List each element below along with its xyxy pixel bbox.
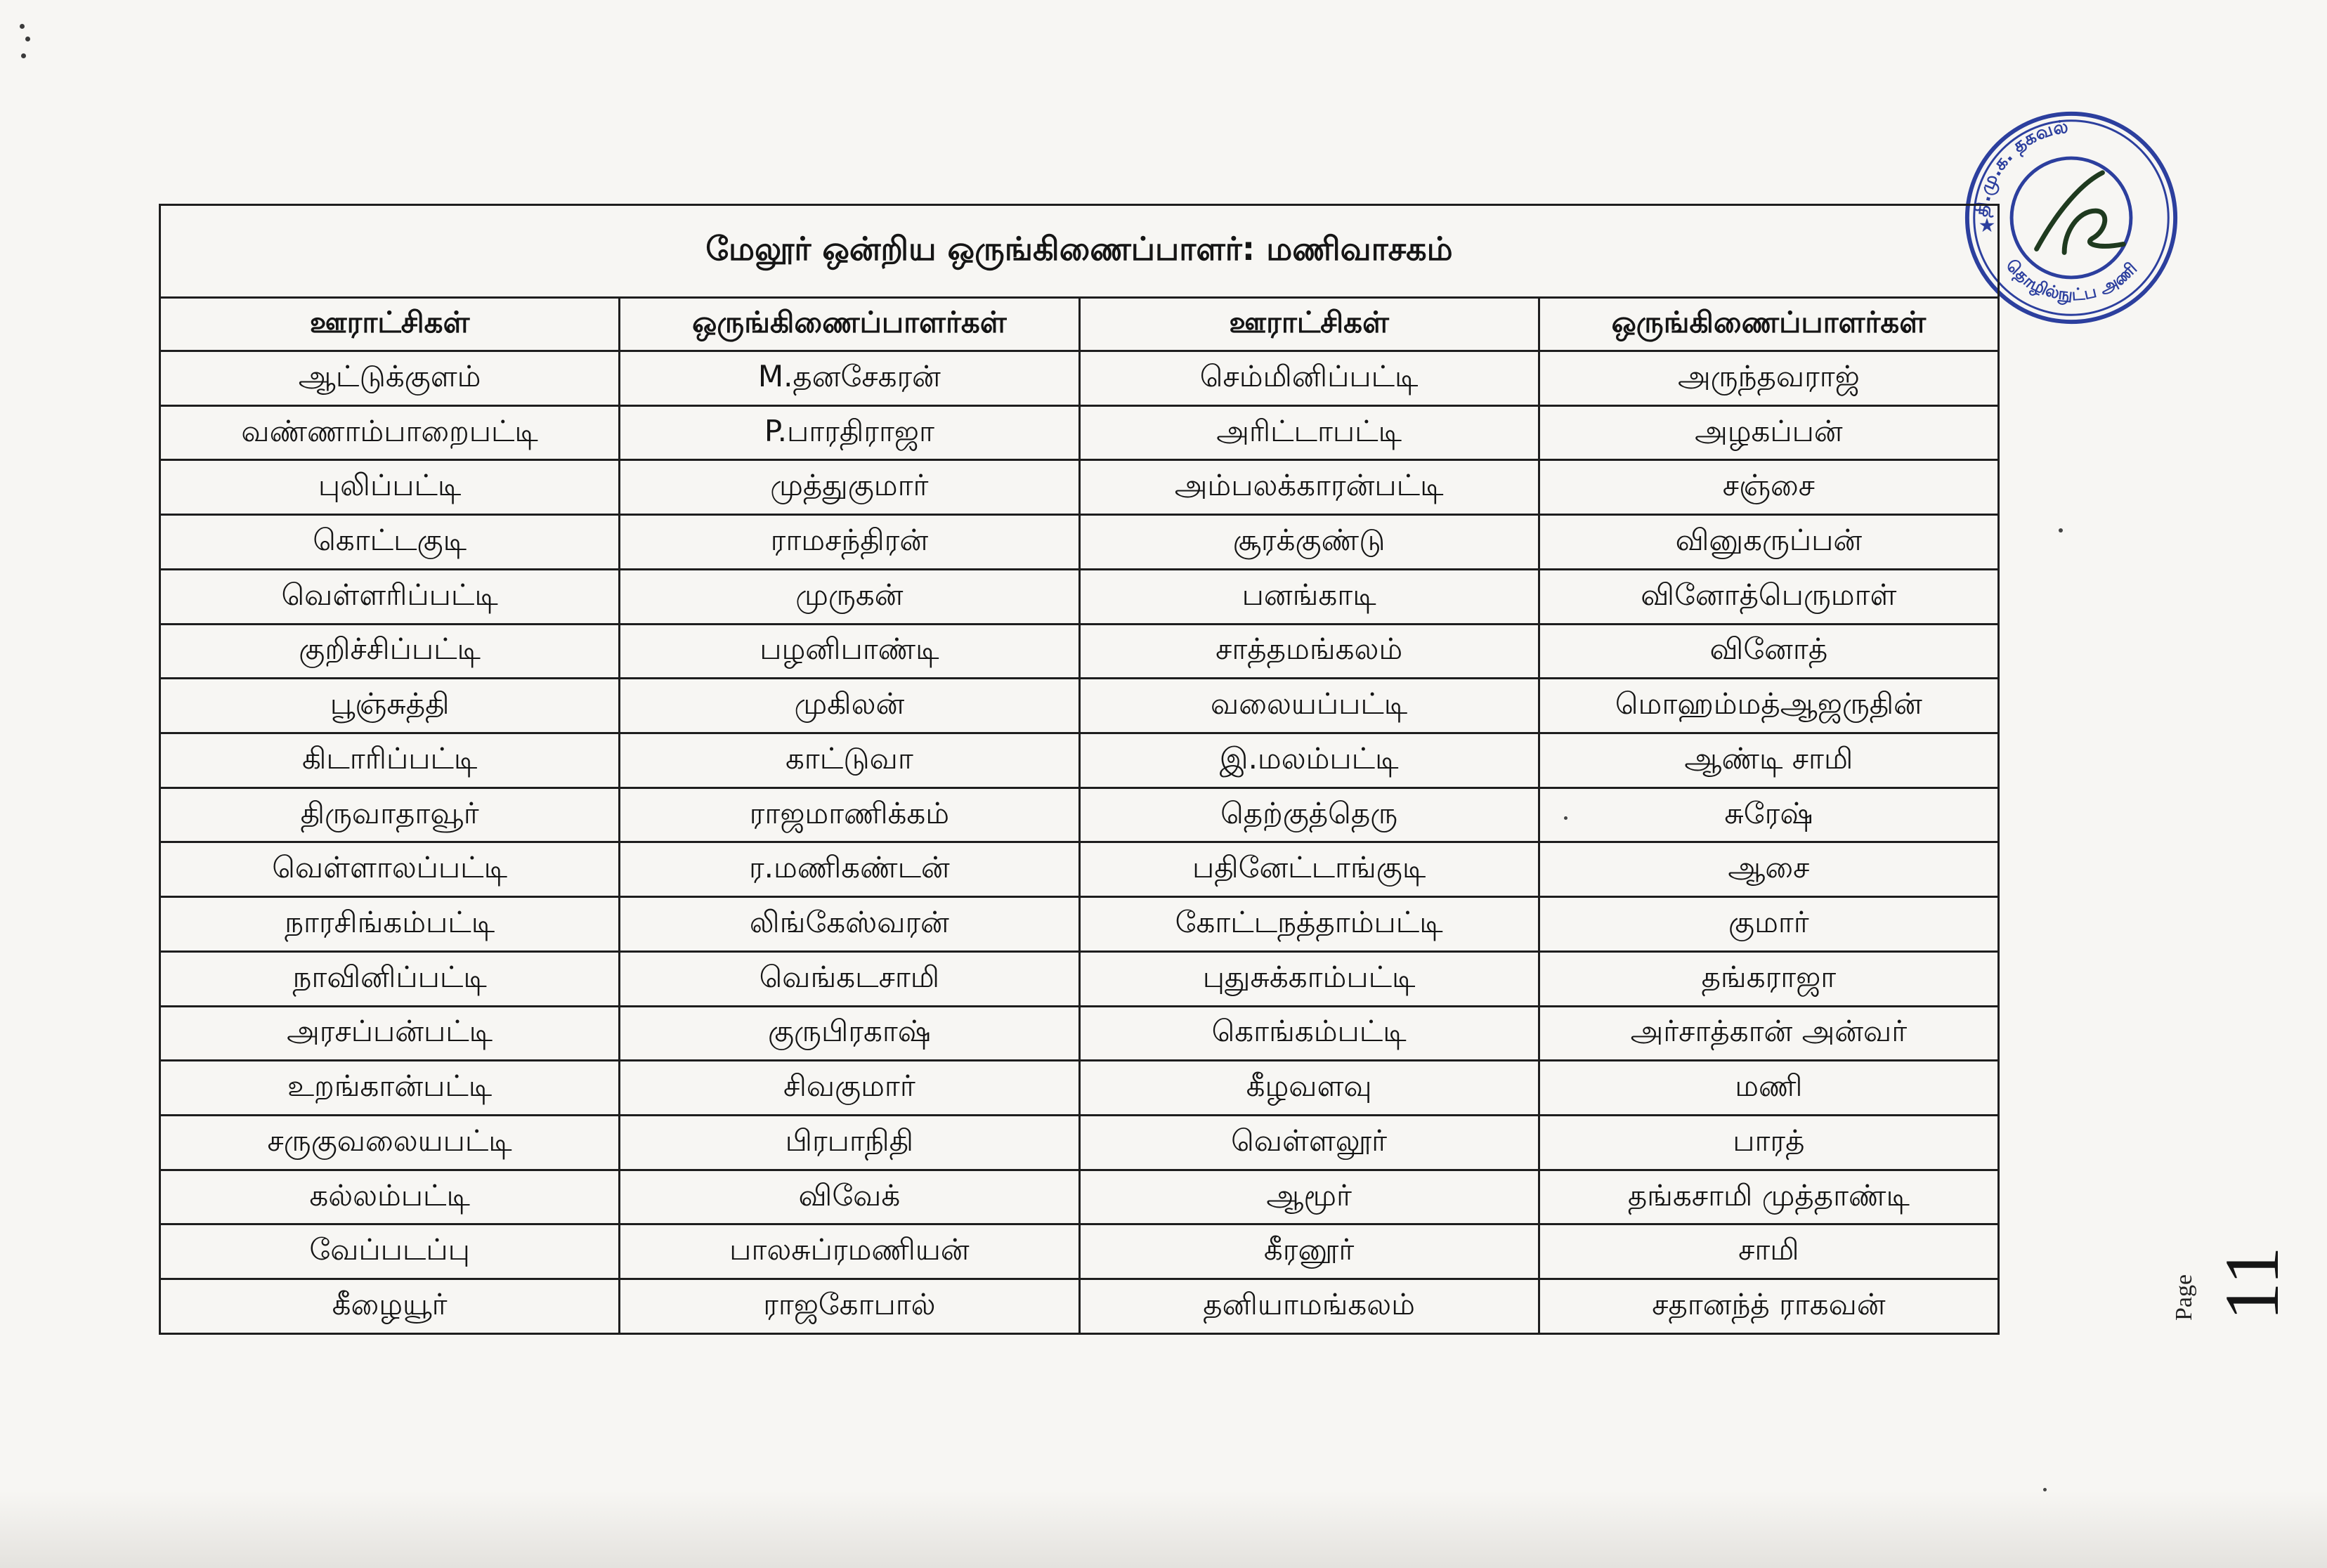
table-row: [160, 405, 1999, 460]
table-title: மேலூர் ஒன்றிய ஒருங்கிணைப்பாளர்: மணிவாசகம்: [160, 205, 1999, 298]
scan-speck: [2059, 528, 2063, 533]
cell-panchayat-right: வலையப்பட்டி: [1079, 679, 1539, 733]
cell-panchayat-left: அரசப்பன்பட்டி: [160, 1006, 620, 1061]
cell-coordinator-left: காட்டுவா: [620, 733, 1079, 788]
cell-panchayat-left: புலிப்பட்டி: [160, 460, 620, 515]
cell-coordinator-left: பிரபாநிதி: [620, 1115, 1079, 1170]
table-row: [160, 788, 1999, 842]
cell-coordinator-right: வினோத்பெருமாள்: [1539, 569, 1998, 624]
cell-coordinator-right: மணி: [1539, 1061, 1998, 1116]
cell-panchayat-left: கொட்டகுடி: [160, 515, 620, 570]
cell-coordinator-right: பாரத்: [1539, 1115, 1998, 1170]
cell-coordinator-left: லிங்கேஸ்வரன்: [620, 897, 1079, 952]
cell-panchayat-left: திருவாதாவூர்: [160, 788, 620, 842]
cell-panchayat-right: சாத்தமங்கலம்: [1079, 624, 1539, 679]
cell-panchayat-left: வண்ணாம்பாறைபட்டி: [160, 405, 620, 460]
cell-coordinator-right: மொஹம்மத்ஆஜருதின்: [1539, 679, 1998, 733]
cell-panchayat-right: அம்பலக்காரன்பட்டி: [1079, 460, 1539, 515]
header-coordinator-left: ஒருங்கிணைப்பாளர்கள்: [620, 298, 1079, 351]
table-row: [160, 1224, 1999, 1279]
cell-coordinator-left: M.தனசேகரன்: [620, 351, 1079, 405]
header-coordinator-right: ஒருங்கிணைப்பாளர்கள்: [1539, 298, 1998, 351]
cell-panchayat-left: நாவினிப்பட்டி: [160, 951, 620, 1006]
cell-panchayat-left: உறங்கான்பட்டி: [160, 1061, 620, 1116]
cell-coordinator-right: வினுகருப்பன்: [1539, 515, 1998, 570]
cell-panchayat-right: கோட்டநத்தாம்பட்டி: [1079, 897, 1539, 952]
scan-bottom-shadow: [0, 1491, 2327, 1568]
cell-panchayat-left: பூஞ்சுத்தி: [160, 679, 620, 733]
header-panchayat-left: ஊராட்சிகள்: [160, 298, 620, 351]
cell-coordinator-left: முகிலன்: [620, 679, 1079, 733]
cell-panchayat-right: செம்மினிப்பட்டி: [1079, 351, 1539, 405]
cell-coordinator-right: ஆசை: [1539, 842, 1998, 897]
cell-panchayat-left: கிடாரிப்பட்டி: [160, 733, 620, 788]
cell-panchayat-right: புதுசுக்காம்பட்டி: [1079, 951, 1539, 1006]
scan-corner-marks: [18, 21, 32, 63]
cell-coordinator-right: அர்சாத்கான் அன்வர்: [1539, 1006, 1998, 1061]
cell-panchayat-right: கீரனூர்: [1079, 1224, 1539, 1279]
cell-coordinator-right: சுரேஷ்: [1539, 788, 1998, 842]
cell-coordinator-left: ராமசந்திரன்: [620, 515, 1079, 570]
table-row: [160, 624, 1999, 679]
table-row: [160, 1279, 1999, 1334]
cell-panchayat-right: கொங்கம்பட்டி: [1079, 1006, 1539, 1061]
table-row: [160, 951, 1999, 1006]
cell-coordinator-right: அருந்தவராஜ்: [1539, 351, 1998, 405]
table-row: [160, 1115, 1999, 1170]
cell-coordinator-left: முத்துகுமார்: [620, 460, 1079, 515]
svg-text:தி.மு.க. தகவல்: தி.மு.க. தகவல்: [1971, 116, 2070, 218]
cell-coordinator-right: குமார்: [1539, 897, 1998, 952]
table-row: [160, 1061, 1999, 1116]
cell-coordinator-left: ர.மணிகண்டன்: [620, 842, 1079, 897]
cell-coordinator-right: ஆண்டி சாமி: [1539, 733, 1998, 788]
cell-coordinator-left: விவேக்: [620, 1170, 1079, 1224]
cell-panchayat-right: இ.மலம்பட்டி: [1079, 733, 1539, 788]
page-label: Page: [2171, 1274, 2197, 1321]
cell-panchayat-left: வெள்ளாலப்பட்டி: [160, 842, 620, 897]
cell-panchayat-right: பதினேட்டாங்குடி: [1079, 842, 1539, 897]
cell-coordinator-left: வெங்கடசாமி: [620, 951, 1079, 1006]
cell-panchayat-right: வெள்ளலூர்: [1079, 1115, 1539, 1170]
table-row: [160, 679, 1999, 733]
cell-panchayat-left: சருகுவலையபட்டி: [160, 1115, 620, 1170]
cell-coordinator-right: வினோத்: [1539, 624, 1998, 679]
cell-panchayat-right: பனங்காடி: [1079, 569, 1539, 624]
header-panchayat-right: ஊராட்சிகள்: [1079, 298, 1539, 351]
cell-coordinator-right: சதானந்த் ராகவன்: [1539, 1279, 1998, 1334]
cell-panchayat-left: வெள்ளரிப்பட்டி: [160, 569, 620, 624]
table-row: [160, 733, 1999, 788]
cell-coordinator-right: அழகப்பன்: [1539, 405, 1998, 460]
cell-panchayat-right: கீழவளவு: [1079, 1061, 1539, 1116]
cell-coordinator-left: ராஜகோபால்: [620, 1279, 1079, 1334]
table-row: [160, 842, 1999, 897]
cell-coordinator-left: பாலசுப்ரமணியன்: [620, 1224, 1079, 1279]
cell-coordinator-right: சஞ்சை: [1539, 460, 1998, 515]
table-row: [160, 460, 1999, 515]
cell-panchayat-right: சூரக்குண்டு: [1079, 515, 1539, 570]
cell-coordinator-right: தங்கராஜா: [1539, 951, 1998, 1006]
cell-coordinator-left: பழனிபாண்டி: [620, 624, 1079, 679]
cell-panchayat-left: ஆட்டுக்குளம்: [160, 351, 620, 405]
cell-panchayat-left: கல்லம்பட்டி: [160, 1170, 620, 1224]
coordinators-table-container: [159, 204, 2000, 1335]
cell-coordinator-left: குருபிரகாஷ்: [620, 1006, 1079, 1061]
cell-panchayat-left: கீழையூர்: [160, 1279, 620, 1334]
table-title-row: [160, 205, 1999, 298]
cell-panchayat-right: ஆமூர்: [1079, 1170, 1539, 1224]
cell-panchayat-left: வேப்படப்பு: [160, 1224, 620, 1279]
coordinators-table: [159, 204, 2000, 1335]
cell-panchayat-right: தனியாமங்கலம்: [1079, 1279, 1539, 1334]
cell-coordinator-left: சிவகுமார்: [620, 1061, 1079, 1116]
table-row: [160, 569, 1999, 624]
table-header-row: [160, 298, 1999, 351]
table-row: [160, 515, 1999, 570]
table-row: [160, 897, 1999, 952]
cell-coordinator-left: ராஜமாணிக்கம்: [620, 788, 1079, 842]
cell-coordinator-right: சாமி: [1539, 1224, 1998, 1279]
page-number: 11: [2209, 1246, 2295, 1321]
cell-coordinator-left: முருகன்: [620, 569, 1079, 624]
cell-coordinator-right: தங்கசாமி முத்தாண்டி: [1539, 1170, 1998, 1224]
table-row: [160, 1006, 1999, 1061]
cell-panchayat-right: அரிட்டாபட்டி: [1079, 405, 1539, 460]
table-row: [160, 1170, 1999, 1224]
cell-panchayat-left: நாரசிங்கம்பட்டி: [160, 897, 620, 952]
cell-coordinator-left: P.பாரதிராஜா: [620, 405, 1079, 460]
scan-speck: [1564, 816, 1567, 820]
cell-panchayat-left: குறிச்சிப்பட்டி: [160, 624, 620, 679]
cell-panchayat-right: தெற்குத்தெரு: [1079, 788, 1539, 842]
svg-text:தொழில்நுட்ப அணி: தொழில்நுட்ப அணி: [2002, 255, 2142, 305]
table-row: [160, 351, 1999, 405]
svg-text:★: ★: [1978, 213, 1996, 237]
